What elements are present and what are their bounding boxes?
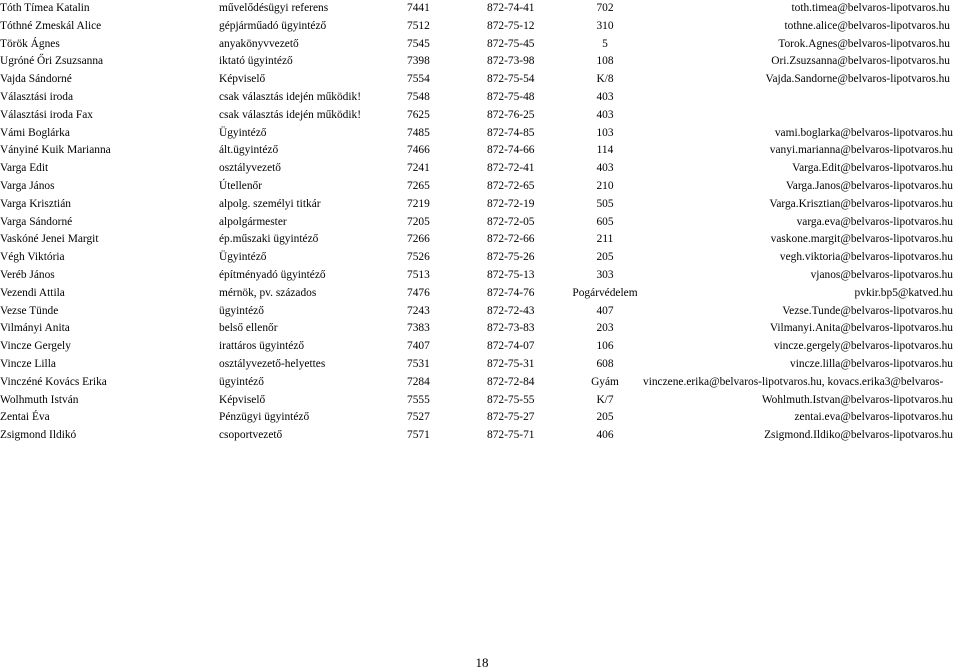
staff-position: Ügyintéző — [219, 126, 267, 139]
directory-row — [0, 160, 960, 178]
staff-phone: 872-74-85 — [487, 126, 535, 139]
staff-email: Varga.Krisztian@belvaros-lipotvaros.hu — [769, 197, 953, 210]
staff-extension: 7571 — [407, 429, 430, 442]
staff-position: iktató ügyintéző — [219, 55, 293, 68]
staff-position: ált.ügyintéző — [219, 144, 279, 157]
staff-position: alpolgármester — [219, 215, 287, 228]
staff-room: 310 — [596, 19, 614, 32]
staff-extension: 7513 — [407, 268, 430, 281]
staff-extension: 7512 — [407, 19, 430, 32]
staff-extension: 7243 — [407, 304, 430, 317]
staff-email: Vezse.Tunde@belvaros-lipotvaros.hu — [782, 304, 953, 317]
staff-extension: 7545 — [407, 37, 430, 50]
staff-name: Vinczéné Kovács Erika — [0, 375, 107, 388]
directory-row — [0, 285, 960, 303]
staff-email: Vilmanyi.Anita@belvaros-lipotvaros.hu — [769, 322, 953, 335]
staff-email: varga.eva@belvaros-lipotvaros.hu — [796, 215, 953, 228]
staff-position: Ügyintéző — [219, 251, 267, 264]
staff-room: Gyám — [591, 375, 619, 388]
directory-row — [0, 142, 960, 160]
staff-phone: 872-72-84 — [487, 375, 535, 388]
directory-row — [0, 71, 960, 89]
staff-email: vanyi.marianna@belvaros-lipotvaros.hu — [769, 144, 953, 157]
staff-email: Torok.Agnes@belvaros-lipotvaros.hu — [778, 37, 950, 50]
staff-extension: 7526 — [407, 251, 430, 264]
staff-name: Tóthné Zmeskál Alice — [0, 19, 102, 32]
staff-phone: 872-76-25 — [487, 108, 535, 121]
staff-room: K/8 — [596, 73, 614, 86]
staff-phone: 872-75-31 — [487, 357, 535, 370]
staff-phone: 872-73-98 — [487, 55, 535, 68]
directory-row — [0, 392, 960, 410]
directory-row — [0, 196, 960, 214]
staff-phone: 872-72-19 — [487, 197, 535, 210]
directory-row — [0, 303, 960, 321]
staff-email: vami.boglarka@belvaros-lipotvaros.hu — [774, 126, 953, 139]
staff-phone: 872-75-48 — [487, 90, 535, 103]
staff-extension: 7407 — [407, 340, 430, 353]
staff-phone: 872-75-45 — [487, 37, 535, 50]
staff-email: Varga.Janos@belvaros-lipotvaros.hu — [785, 179, 953, 192]
staff-name: Választási iroda — [0, 90, 74, 103]
staff-phone: 872-75-12 — [487, 19, 535, 32]
staff-position: csoportvezető — [219, 429, 283, 442]
directory-row — [0, 374, 960, 392]
staff-name: Varga Sándorné — [0, 215, 73, 228]
staff-room: 608 — [596, 357, 614, 370]
staff-extension: 7485 — [407, 126, 430, 139]
staff-room: 103 — [596, 126, 614, 139]
staff-position: Útellenőr — [219, 179, 263, 192]
directory-row — [0, 53, 960, 71]
staff-email: toth.timea@belvaros-lipotvaros.hu — [791, 2, 950, 14]
staff-name: Varga János — [0, 179, 55, 192]
staff-name: Végh Viktória — [0, 251, 65, 264]
staff-phone: 872-74-76 — [487, 286, 535, 299]
staff-position: csak választás idején működik! — [219, 108, 362, 121]
staff-email: vinczene.erika@belvaros-lipotvaros.hu, kovacs.erika3@belvaros- — [643, 375, 944, 388]
staff-email: vincze.lilla@belvaros-lipotvaros.hu — [790, 357, 953, 370]
staff-extension: 7398 — [407, 55, 430, 68]
staff-room: Pogárvédelem — [572, 286, 638, 299]
staff-phone: 872-75-71 — [487, 429, 535, 442]
staff-position: anyakönyvvezető — [219, 37, 299, 50]
staff-position: építményadó ügyintéző — [219, 268, 326, 281]
staff-room: 108 — [596, 55, 614, 68]
staff-email: Varga.Edit@belvaros-lipotvaros.hu — [792, 162, 953, 175]
staff-extension: 7266 — [407, 233, 430, 246]
directory-row — [0, 18, 960, 36]
staff-room: 702 — [596, 2, 614, 14]
staff-phone: 872-74-07 — [487, 340, 535, 353]
staff-phone: 872-75-26 — [487, 251, 535, 264]
directory-row — [0, 89, 960, 107]
page-number: 18 — [475, 655, 489, 670]
staff-room: 106 — [596, 340, 614, 353]
staff-name: Vincze Lilla — [0, 357, 56, 370]
staff-name: Varga Edit — [0, 162, 49, 175]
staff-phone: 872-75-55 — [487, 393, 535, 406]
staff-phone: 872-75-54 — [487, 73, 535, 86]
staff-room: 211 — [596, 233, 614, 246]
directory-row — [0, 214, 960, 232]
staff-position: osztályvezető-helyettes — [219, 357, 326, 370]
staff-extension: 7531 — [407, 357, 430, 370]
staff-room: 203 — [596, 322, 614, 335]
staff-name: Wolhmuth István — [0, 393, 79, 406]
staff-phone: 872-73-83 — [487, 322, 535, 335]
directory-row — [0, 36, 960, 54]
staff-phone: 872-72-41 — [487, 162, 535, 175]
staff-extension: 7476 — [407, 286, 430, 299]
staff-name: Veréb János — [0, 268, 55, 281]
directory-row — [0, 249, 960, 267]
staff-name: Vámi Boglárka — [0, 126, 70, 139]
staff-email: Ori.Zsuzsanna@belvaros-lipotvaros.hu — [771, 55, 950, 68]
staff-extension: 7441 — [407, 2, 430, 14]
staff-extension: 7219 — [407, 197, 430, 210]
staff-name: Török Ágnes — [0, 37, 60, 50]
staff-position: Képviselő — [219, 73, 266, 86]
directory-row — [0, 356, 960, 374]
staff-name: Vincze Gergely — [0, 340, 71, 353]
staff-room: 403 — [596, 162, 614, 175]
staff-extension: 7241 — [407, 162, 430, 175]
staff-room: 407 — [596, 304, 614, 317]
staff-name: Tóth Tímea Katalin — [0, 2, 90, 14]
staff-extension: 7625 — [407, 108, 430, 121]
directory-row — [0, 107, 960, 125]
directory-row — [0, 338, 960, 356]
directory-row — [0, 267, 960, 285]
staff-name: Vezendi Attila — [0, 286, 65, 299]
directory-row — [0, 125, 960, 143]
staff-room: 605 — [596, 215, 614, 228]
staff-name: Vezse Tünde — [0, 304, 59, 317]
staff-phone: 872-72-05 — [487, 215, 535, 228]
staff-phone: 872-74-41 — [487, 2, 535, 14]
directory-row — [0, 427, 960, 445]
staff-email: vincze.gergely@belvaros-lipotvaros.hu — [773, 340, 953, 353]
staff-email: vjanos@belvaros-lipotvaros.hu — [810, 268, 953, 281]
staff-extension: 7284 — [407, 375, 430, 388]
staff-name: Ugróné Őri Zsuzsanna — [0, 55, 104, 68]
staff-position: ép.műszaki ügyintéző — [219, 233, 319, 246]
staff-room: 205 — [596, 411, 614, 424]
staff-name: Vilmányi Anita — [0, 322, 70, 335]
staff-email — [643, 107, 960, 125]
staff-phone: 872-75-27 — [487, 411, 535, 424]
staff-extension: 7466 — [407, 144, 430, 157]
staff-phone: 872-75-13 — [487, 268, 535, 281]
staff-name: Vajda Sándorné — [0, 73, 72, 86]
staff-phone: 872-74-66 — [487, 144, 535, 157]
staff-extension: 7548 — [407, 90, 430, 103]
staff-position: ügyintéző — [219, 304, 264, 317]
directory-row — [0, 320, 960, 338]
staff-name: Választási iroda Fax — [0, 108, 93, 121]
staff-room: 403 — [596, 90, 614, 103]
staff-email: pvkir.bp5@katved.hu — [854, 286, 953, 299]
staff-room: 205 — [596, 251, 614, 264]
staff-position: belső ellenőr — [219, 322, 278, 335]
staff-email: tothne.alice@belvaros-lipotvaros.hu — [784, 19, 950, 32]
staff-email — [643, 89, 960, 107]
staff-position: ügyintéző — [219, 375, 264, 388]
directory-row — [0, 0, 960, 18]
staff-name: Vaskóné Jenei Margit — [0, 233, 99, 246]
staff-room: 5 — [602, 37, 608, 50]
staff-position: osztályvezető — [219, 162, 281, 175]
staff-email: vaskone.margit@belvaros-lipotvaros.hu — [770, 233, 953, 246]
staff-email: Wohlmuth.Istvan@belvaros-lipotvaros.hu — [761, 393, 953, 406]
directory-row — [0, 231, 960, 249]
staff-position: irattáros ügyintéző — [219, 340, 305, 353]
staff-position: gépjárműadó ügyintéző — [219, 19, 327, 32]
staff-phone: 872-72-65 — [487, 179, 535, 192]
staff-phone: 872-72-66 — [487, 233, 535, 246]
staff-position: Pénzügyi ügyintéző — [219, 411, 310, 424]
staff-email: vegh.viktoria@belvaros-lipotvaros.hu — [779, 251, 953, 264]
staff-phone: 872-72-43 — [487, 304, 535, 317]
staff-room: 505 — [596, 197, 614, 210]
directory-row — [0, 178, 960, 196]
staff-email: Vajda.Sandorne@belvaros-lipotvaros.hu — [765, 73, 950, 86]
staff-email: zentai.eva@belvaros-lipotvaros.hu — [794, 411, 953, 424]
staff-extension: 7265 — [407, 179, 430, 192]
staff-name: Zsigmond Ildikó — [0, 429, 77, 442]
staff-room: 406 — [596, 429, 614, 442]
staff-extension: 7205 — [407, 215, 430, 228]
staff-extension: 7554 — [407, 73, 430, 86]
staff-name: Zentai Éva — [0, 411, 50, 424]
staff-position: mérnök, pv. százados — [219, 286, 317, 299]
staff-position: csak választás idején működik! — [219, 90, 362, 103]
staff-room: 403 — [596, 108, 614, 121]
staff-room: K/7 — [596, 393, 614, 406]
directory-row — [0, 409, 960, 427]
staff-position: alpolg. személyi titkár — [219, 197, 321, 210]
staff-extension: 7527 — [407, 411, 430, 424]
staff-extension: 7555 — [407, 393, 430, 406]
staff-position: művelődésügyi referens — [219, 2, 329, 14]
staff-position: Képviselő — [219, 393, 266, 406]
staff-name: Varga Krisztián — [0, 197, 71, 210]
staff-name: Ványiné Kuik Marianna — [0, 144, 111, 157]
staff-room: 114 — [596, 144, 614, 157]
staff-room: 210 — [596, 179, 614, 192]
staff-room: 303 — [596, 268, 614, 281]
staff-email: Zsigmond.Ildiko@belvaros-lipotvaros.hu — [764, 429, 953, 442]
staff-extension: 7383 — [407, 322, 430, 335]
